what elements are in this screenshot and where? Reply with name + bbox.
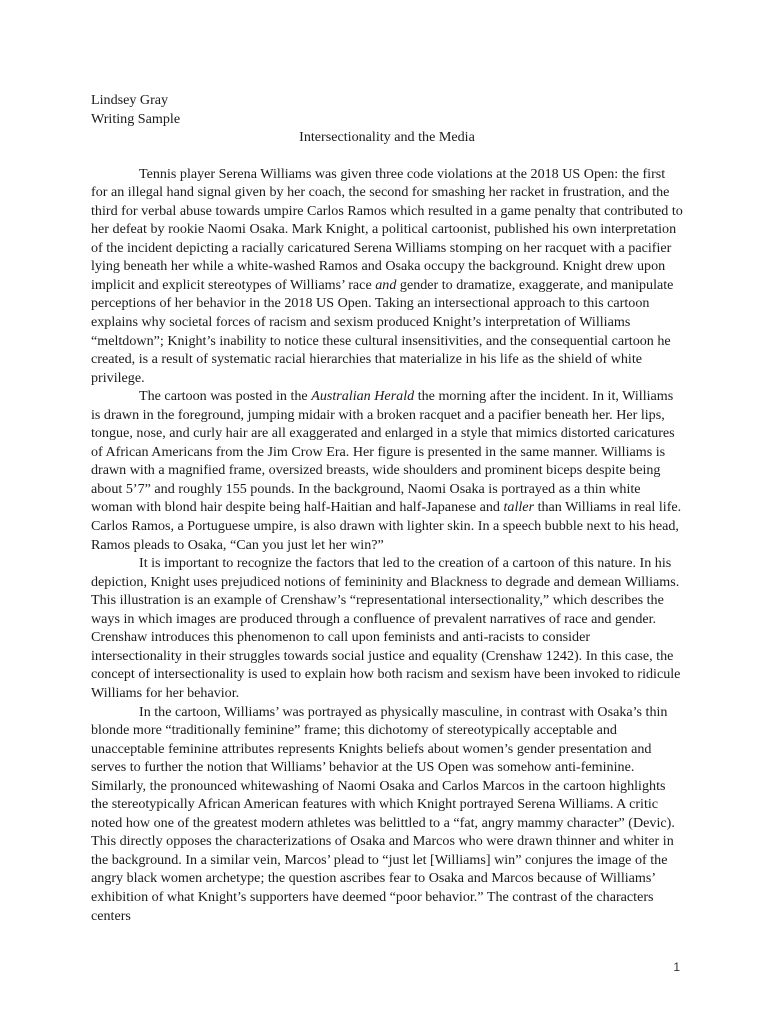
text-run: In the cartoon, Williams’ was portrayed as physically masculine, in contrast with Osaka’s thin blonde more “traditionally feminine” frame; this dichotomy of stereotypically acceptable and unacceptable feminine attributes represents Knights beliefs about women’s gender presentation and serves to further the notion that Williams’ behavior at the US Open was somehow anti-feminine. Similarly, the pronounced whitewashing of Naomi Osaka and Carlos Marcos in the cartoon highlights the stereotypically African American features with which Knight portrayed Serena Williams. A critic noted how one of the greatest modern athletes was belittled to a “fat, angry mammy character” (Devic). This directly opposes the characterizations of Osaka and Marcos who were drawn thinner and whiter in the background. In a similar vein, Marcos’ plead to “just let [Williams] win” conjures the image of the angry black women archetype; the question ascribes fear to Osaka and Marcos because of Williams’ exhibition of what Knight’s supporters have deemed “poor behavior.” The contrast of the characters centers [91,703,675,924]
text-run: It is important to recognize the factors that led to the creation of a cartoon of this nature. In his depiction, Knight uses prejudiced notions of femininity and Blackness to degrade and demean Williams. This illustration is an example of Crenshaw’s “representational intersectionality,” which describes the ways in which images are produced through a confluence of prevalent narratives of race and gender. Crenshaw introduces this phenomenon to call upon feminists and anti-racists to consider intersectionality in their struggles towards social justice and equality (Crenshaw 1242). In this case, the concept of intersectionality is used to explain how both racism and sexism have been invoked to ridicule Williams for her behavior. [91,555,681,701]
text-run: gender to dramatize, exaggerate, and manipulate perceptions of her behavior in the 2018 US Open. Taking an intersectional approach to this cartoon explains why societal forces of racism and sexism produced Knight’s interpretation of Williams “meltdown”; Knight’s inability to notice these cultural insensitivities, and the consequential cartoon he created, is a result of systematic racial hierarchies that materialize in his life as the shield of white privilege. [91,276,674,386]
paragraph-3 [91,554,683,702]
text-run: the morning after the incident. In it, Williams is drawn in the foreground, jumping midair with a broken racquet and a pacifier beneath her. Her lips, tongue, nose, and curly hair are all exaggerated and enlarged in a style that mimics distorted caricatures of African Americans from the Jim Crow Era. Her figure is presented in the same manner. Williams is drawn with a magnified frame, oversized breasts, wide shoulders and prominent biceps despite being about 5’7” and roughly 155 pounds. In the background, Naomi Osaka is portrayed as a thin white woman with blond hair despite being half-Haitian and half-Japanese and [91,388,675,516]
italic-text-run: taller [503,499,535,516]
italic-text-run: Australian Herald [311,388,415,405]
text-run: The cartoon was posted in the [139,388,312,405]
page-number: 1 [673,960,680,974]
text-run: than Williams in real life. Carlos Ramos, a Portuguese umpire, is also drawn with lighter skin. In a speech bubble next to his head, Ramos pleads to Osaka, “Can you just let her win?” [91,499,682,553]
paragraph-1 [91,165,683,388]
document-body [91,91,683,925]
italic-text-run: and [375,276,397,293]
text-run: Tennis player Serena Williams was given three code violations at the 2018 US Open: the first for an illegal hand signal given by her coach, the second for smashing her racket in frustration, and the third for verbal abuse towards umpire Carlos Ramos which resulted in a game penalty that contributed to her defeat by rookie Naomi Osaka. Mark Knight, a political cartoonist, published his own interpretation of the incident depicting a racially caricatured Serena Williams stomping on her racquet with a pacifier lying beneath her while a white-washed Ramos and Osaka occupy the background. Knight drew upon implicit and explicit stereotypes of Williams’ race [91,165,683,293]
paragraph-4 [91,703,683,926]
document-title: Intersectionality and the Media [299,129,475,146]
author-name: Lindsey Gray [91,92,169,108]
document-label: Writing Sample [91,110,181,127]
paragraph-2 [91,387,683,554]
